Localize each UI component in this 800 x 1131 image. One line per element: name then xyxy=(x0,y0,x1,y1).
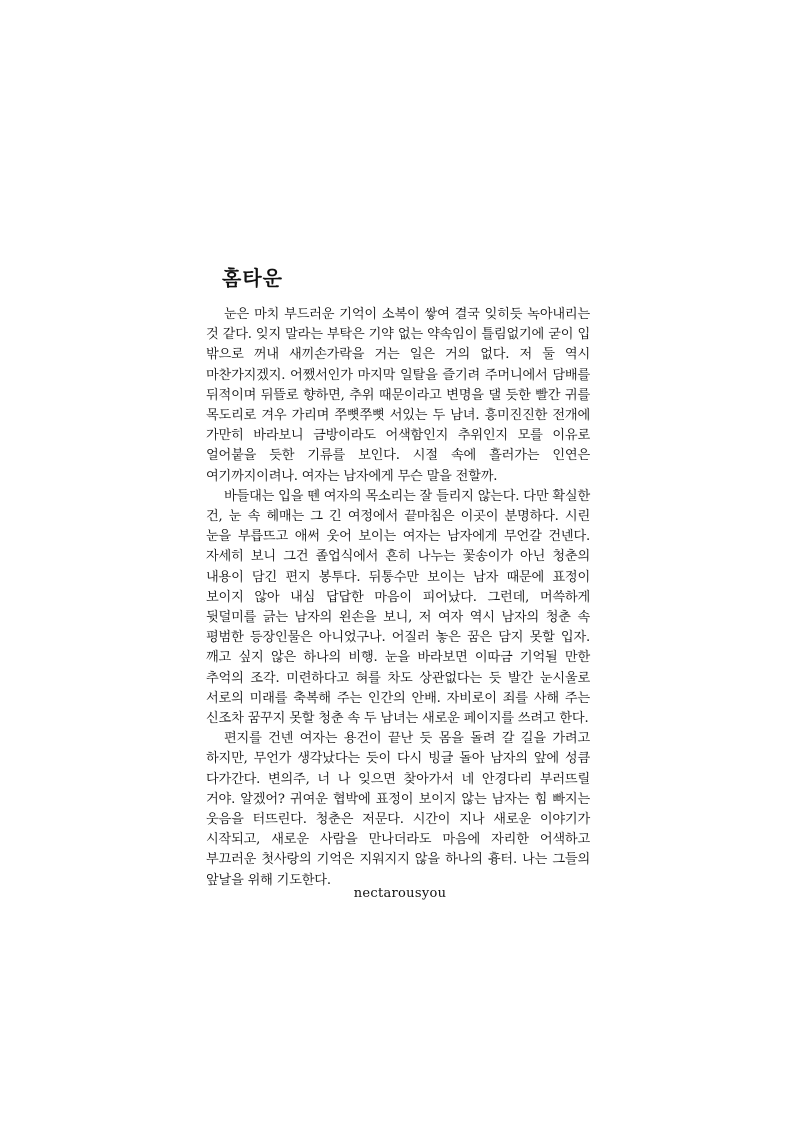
document-title: 홈타운 xyxy=(222,266,283,290)
document-body xyxy=(206,305,590,891)
paragraph-2: 바들대는 입을 뗀 여자의 목소리는 잘 들리지 않는다. 다만 확실한 건, 눈 속 헤매는 그 긴 여정에서 끝마침은 이곳이 분명하다. 시린 눈을 부릅뜨고 애써 웃어 보이는 여자는 남자에게 무언갈 건넨다. 자세히 보니 그건 졸업식에서 흔히 나누는 꽃송이가 아닌 청춘의 내용이 담긴 편지 봉투다. 뒤통수만 보이는 남자 때문에 표정이 보이지 않아 내심 답답한 마음이 피어났다. 그런데, 머쓱하게 뒷덜미를 긁는 남자의 왼손을 보니, 저 여자 역시 남자의 청춘 속 평범한 등장인물은 아니었구나. 어질러 놓은 꿈은 담지 못할 입자. 깨고 싶지 않은 하나의 비행. 눈을 바라보면 이따금 기억될 만한 추억의 조각. 미련하다고 혀를 차도 상관없다는 듯 발간 눈시울로 서로의 미래를 축복해 주는 인간의 안배. 자비로이 죄를 사해 주는 신조차 꿈꾸지 못할 청춘 속 두 남녀는 새로운 페이지를 쓰려고 한다. xyxy=(206,488,590,727)
paragraph-3: 편지를 건넨 여자는 용건이 끝난 듯 몸을 돌려 갈 길을 가려고 하지만, 무언가 생각났다는 듯이 다시 빙글 돌아 남자의 앞에 성큼 다가간다. 변의주, 너 나 잊으면 찾아가서 네 안경다리 부러뜨릴 거야. 알겠어? 귀여운 협박에 표정이 보이지 않는 남자는 힘 빠지는 웃음을 터뜨린다. 청춘은 저문다. 시간이 지나 새로운 이야기가 시작되고, 새로운 사람을 만나더라도 마음에 자리한 어색하고 부끄러운 첫사랑의 기억은 지워지지 않을 하나의 흉터. 나는 그들의 앞날을 위해 기도한다. xyxy=(206,731,590,888)
paragraph-1: 눈은 마치 부드러운 기억이 소복이 쌓여 결국 잊히듯 녹아내리는 것 같다. 잊지 말라는 부탁은 기약 없는 약속임이 틀림없기에 굳이 입 밖으로 꺼내 새끼손가락을 거는 일은 거의 없다. 저 둘 역시 마찬가지겠지. 어쨌서인가 마지막 일탈을 즐기려 주머니에서 담배를 뒤적이며 뒤뜰로 향하면, 추위 때문이라고 변명을 댈 듯한 빨간 귀를 목도리로 겨우 가리며 쭈뼛쭈뼛 서있는 두 남녀. 흥미진진한 전개에 가만히 바라보니 금방이라도 어색함인지 추위인지 모를 이유로 얼어붙을 듯한 기류를 보인다. 시절 속에 흘러가는 인연은 여기까지이려나. 여자는 남자에게 무슨 말을 전할까. xyxy=(206,307,590,484)
author-signature: nectarousyou xyxy=(353,886,447,901)
